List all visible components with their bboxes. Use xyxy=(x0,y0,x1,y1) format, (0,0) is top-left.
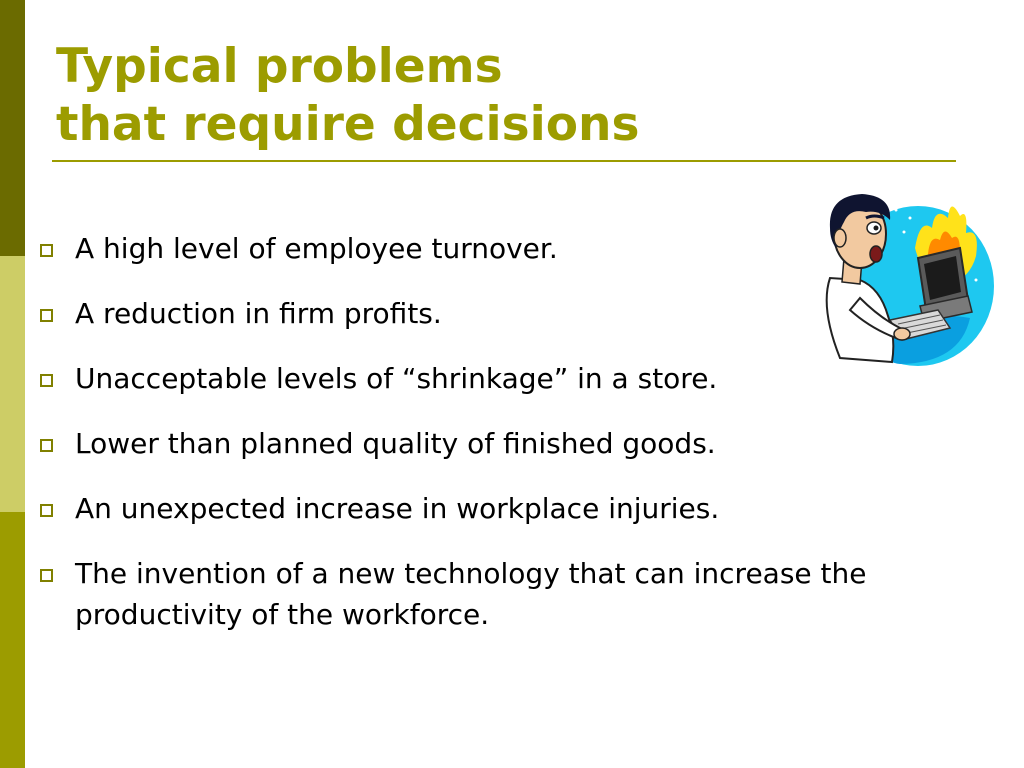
slide-title xyxy=(56,38,639,154)
bullet-item xyxy=(40,488,1000,529)
square-bullet-icon xyxy=(40,439,53,452)
bullet-text: A high level of employee turnover. xyxy=(75,232,558,265)
bullet-item xyxy=(40,553,1000,635)
bullet-text: An unexpected increase in workplace injuries. xyxy=(75,492,720,525)
bullet-text: A reduction in firm profits. xyxy=(75,297,442,330)
frustrated-man-burning-computer-icon xyxy=(800,188,995,370)
square-bullet-icon xyxy=(40,374,53,387)
side-bar-middle xyxy=(0,256,25,512)
square-bullet-icon xyxy=(40,309,53,322)
title-underline xyxy=(52,160,956,162)
square-bullet-icon xyxy=(40,504,53,517)
bullet-text: The invention of a new technology that can increase the productivity of the workforce. xyxy=(75,557,867,631)
side-bar-top xyxy=(0,0,25,256)
bullet-text: Lower than planned quality of finished goods. xyxy=(75,427,716,460)
bullet-item xyxy=(40,423,1000,464)
bullet-text: Unacceptable levels of “shrinkage” in a store. xyxy=(75,362,718,395)
square-bullet-icon xyxy=(40,569,53,582)
square-bullet-icon xyxy=(40,244,53,257)
title-line-1: Typical problems xyxy=(56,39,503,94)
title-line-2: that require decisions xyxy=(56,97,640,152)
side-bar-bottom xyxy=(0,512,25,768)
